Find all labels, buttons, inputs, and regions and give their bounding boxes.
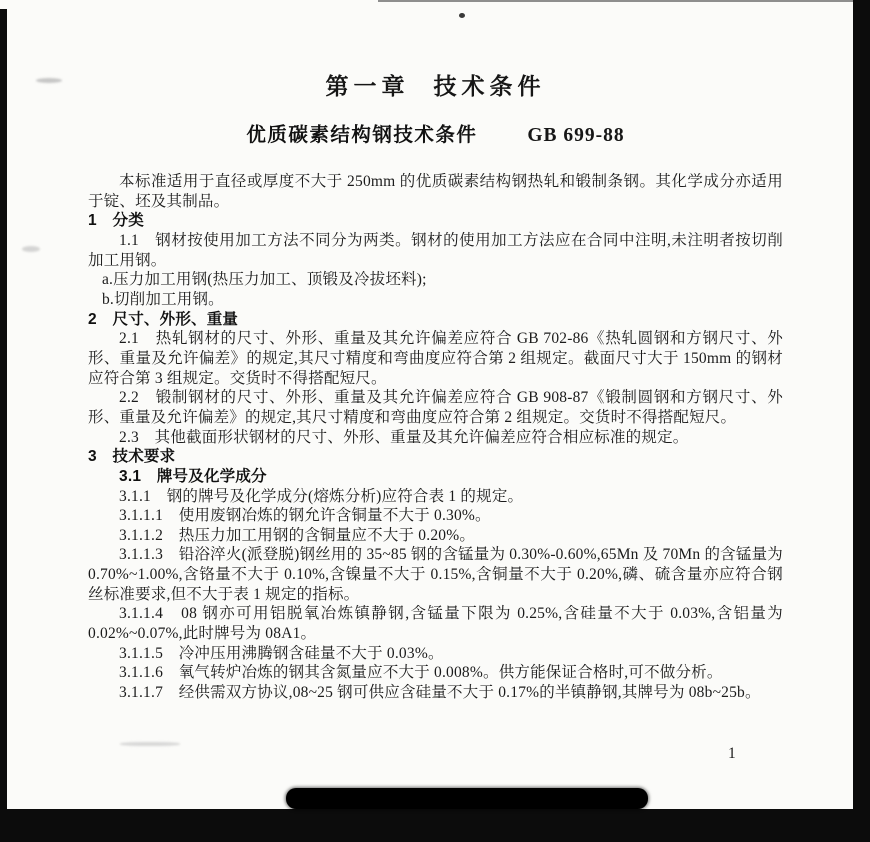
section-heading-1: 1 分类 [88, 212, 144, 230]
paragraph-3-1-1-6: 3.1.1.6 氧气转炉冶炼的钢其含氮量应不大于 0.008%。供方能保证合格时,可不做分析。 [119, 664, 723, 682]
paragraph-3-1-1-5: 3.1.1.5 冷冲压用沸腾钢含硅量不大于 0.03%。 [119, 644, 444, 662]
scan-artifact-left-strip [0, 9, 7, 842]
chapter-title [88, 74, 783, 99]
scan-artifact-bottom-bar [286, 788, 648, 809]
paragraph-3-1-1-2: 3.1.1.2 热压力加工用钢的含铜量应不大于 0.20%。 [119, 526, 476, 544]
section-heading-2: 2 尺寸、外形、重量 [88, 310, 239, 328]
paragraph-3-1-1-3: 3.1.1.3 铅浴淬火(派登脱)钢丝用的 35~85 钢的含锰量为 0.30%-0.60%,65Mn 及 70Mn 的含锰量为 0.70%~1.00%,含铬量不大于 0.10%,含镍量不大于 0.15%,含铜量不大于 0.20%,磷、硫含量亦应符合钢丝标准要求,但不大于表 1 规定的指标。 [88, 546, 783, 603]
paragraph-1-1: 1.1 钢材按使用加工方法不同分为两类。钢材的使用加工方法应在合同中注明,未注明者按切削加工用钢。 [88, 231, 783, 269]
section-heading-3: 3 技术要求 [88, 448, 176, 466]
paragraph-2-3: 2.3 其他截面形状钢材的尺寸、外形、重量及其允许偏差应符合相应标准的规定。 [119, 428, 689, 446]
page-number: 1 [728, 745, 736, 762]
chapter-number: 第一章 [325, 74, 410, 99]
paragraph-3-1-1-4: 3.1.1.4 08 钢亦可用铝脱氧冶炼镇静钢,含锰量下限为 0.25%,含硅量不大于 0.03%,含铝量为 0.02%~0.07%,此时牌号为 08A1。 [88, 605, 783, 643]
subsection-heading-3-1: 3.1 牌号及化学成分 [119, 467, 267, 485]
list-item-b: b.切削加工用钢。 [101, 290, 224, 308]
scan-artifact-right-strip [853, 0, 870, 842]
standard-subtitle [88, 125, 783, 146]
paragraph-intro: 本标准适用于直径或厚度不大于 250mm 的优质碳素结构钢热轧和锻制条钢。其化学成分亦适用于锭、坯及其制品。 [88, 173, 783, 210]
standard-code: GB 699-88 [527, 125, 625, 146]
scan-artifact-smudge [22, 246, 40, 252]
list-item-a: a.压力加工用钢(热压力加工、顶锻及冷拔坯料); [101, 271, 427, 289]
paragraph-3-1-1-1: 3.1.1.1 使用废钢冶炼的钢允许含铜量不大于 0.30%。 [119, 507, 491, 525]
paragraph-2-2: 2.2 锻制钢材的尺寸、外形、重量及其允许偏差应符合 GB 908-87《锻制圆钢和方钢尺寸、外形、重量及允许偏差》的规定,其尺寸精度和弯曲度应符合第 2 组规定。交货时不得搭配短尺。 [88, 389, 783, 426]
paragraph-3-1-1-7: 3.1.1.7 经供需双方协议,08~25 钢可供应含硅量不大于 0.17%的半镇静钢,其牌号为 08b~25b。 [119, 684, 761, 702]
document-content [88, 0, 783, 703]
scan-artifact-bottom-band [0, 809, 870, 842]
chapter-name: 技术条件 [433, 74, 546, 99]
document-body [88, 172, 783, 703]
standard-title: 优质碳素结构钢技术条件 [246, 124, 478, 146]
scan-artifact-smudge [120, 742, 180, 746]
paragraph-2-1: 2.1 热轧钢材的尺寸、外形、重量及其允许偏差应符合 GB 702-86《热轧圆钢和方钢尺寸、外形、重量及允许偏差》的规定,其尺寸精度和弯曲度应符合第 2 组规定。截面尺寸大于 150mm 的钢材应符合第 3 组规定。交货时不得搭配短尺。 [88, 330, 783, 387]
paragraph-3-1-1: 3.1.1 钢的牌号及化学成分(熔炼分析)应符合表 1 的规定。 [119, 487, 524, 505]
scan-artifact-smudge [36, 78, 62, 83]
